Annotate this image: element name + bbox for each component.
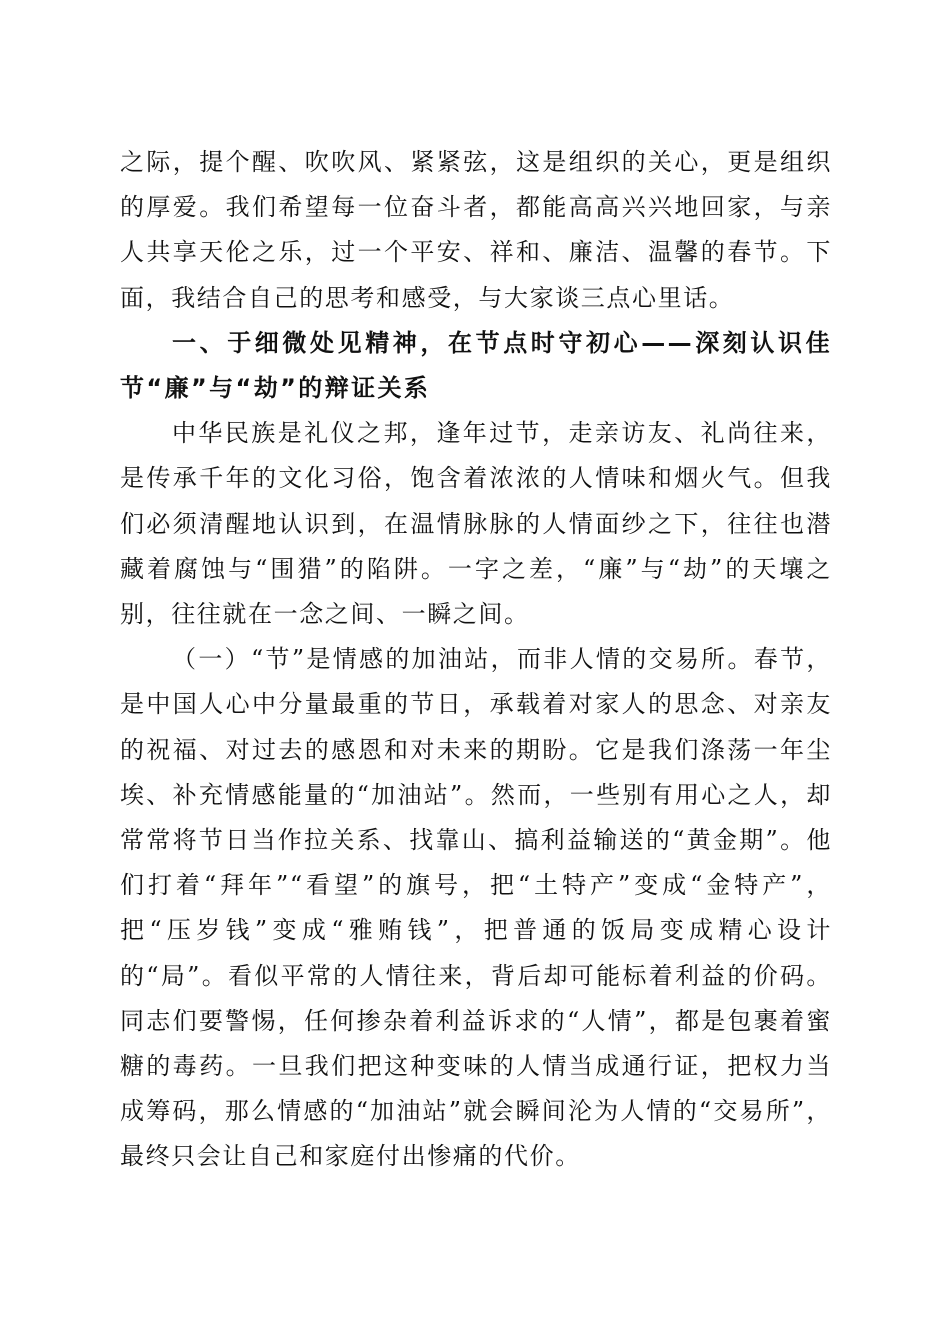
- body-paragraph-1: 中华民族是礼仪之邦，逢年过节，走亲访友、礼尚往来，是传承千年的文化习俗，饱含着浓浓的人情味和烟火气。但我们必须清醒地认识到，在温情脉脉的人情面纱之下，往往也潜藏着腐蚀与“围猎”的陷阱。一字之差，“廉”与“劫”的天壤之别，往往就在一念之间、一瞬之间。: [120, 419, 832, 629]
- body-paragraph-2: （一）“节”是情感的加油站，而非人情的交易所。春节，是中国人心中分量最重的节日，承载着对家人的思念、对亲友的祝福、对过去的感恩和对未来的期盼。它是我们涤荡一年尘埃、补充情感能量的“加油站”。然而，一些别有用心之人，却常常将节日当作拉关系、找靠山、搞利益输送的“黄金期”。他们打着“拜年”“看望”的旗号，把“土特产”变成“金特产”，把“压岁钱”变成“雅贿钱”，把普通的饭局变成精心设计的“局”。看似平常的人情往来，背后却可能标着利益的价码。同志们要警惕，任何掺杂着利益诉求的“人情”，都是包裹着蜜糖的毒药。一旦我们把这种变味的人情当成通行证，把权力当成筹码，那么情感的“加油站”就会瞬间沦为人情的“交易所”，最终只会让自己和家庭付出惨痛的代价。: [120, 645, 832, 1171]
- document-page: [120, 140, 832, 1180]
- intro-paragraph: 之际，提个醒、吹吹风、紧紧弦，这是组织的关心，更是组织的厚爱。我们希望每一位奋斗者，都能高高兴兴地回家，与亲人共享天伦之乐，过一个平安、祥和、廉洁、温馨的春节。下面，我结合自己的思考和感受，与大家谈三点心里话。: [120, 148, 832, 312]
- section-heading-1: 一、于细微处见精神，在节点时守初心——深刻认识佳节“廉”与“劫”的辩证关系: [120, 328, 832, 403]
